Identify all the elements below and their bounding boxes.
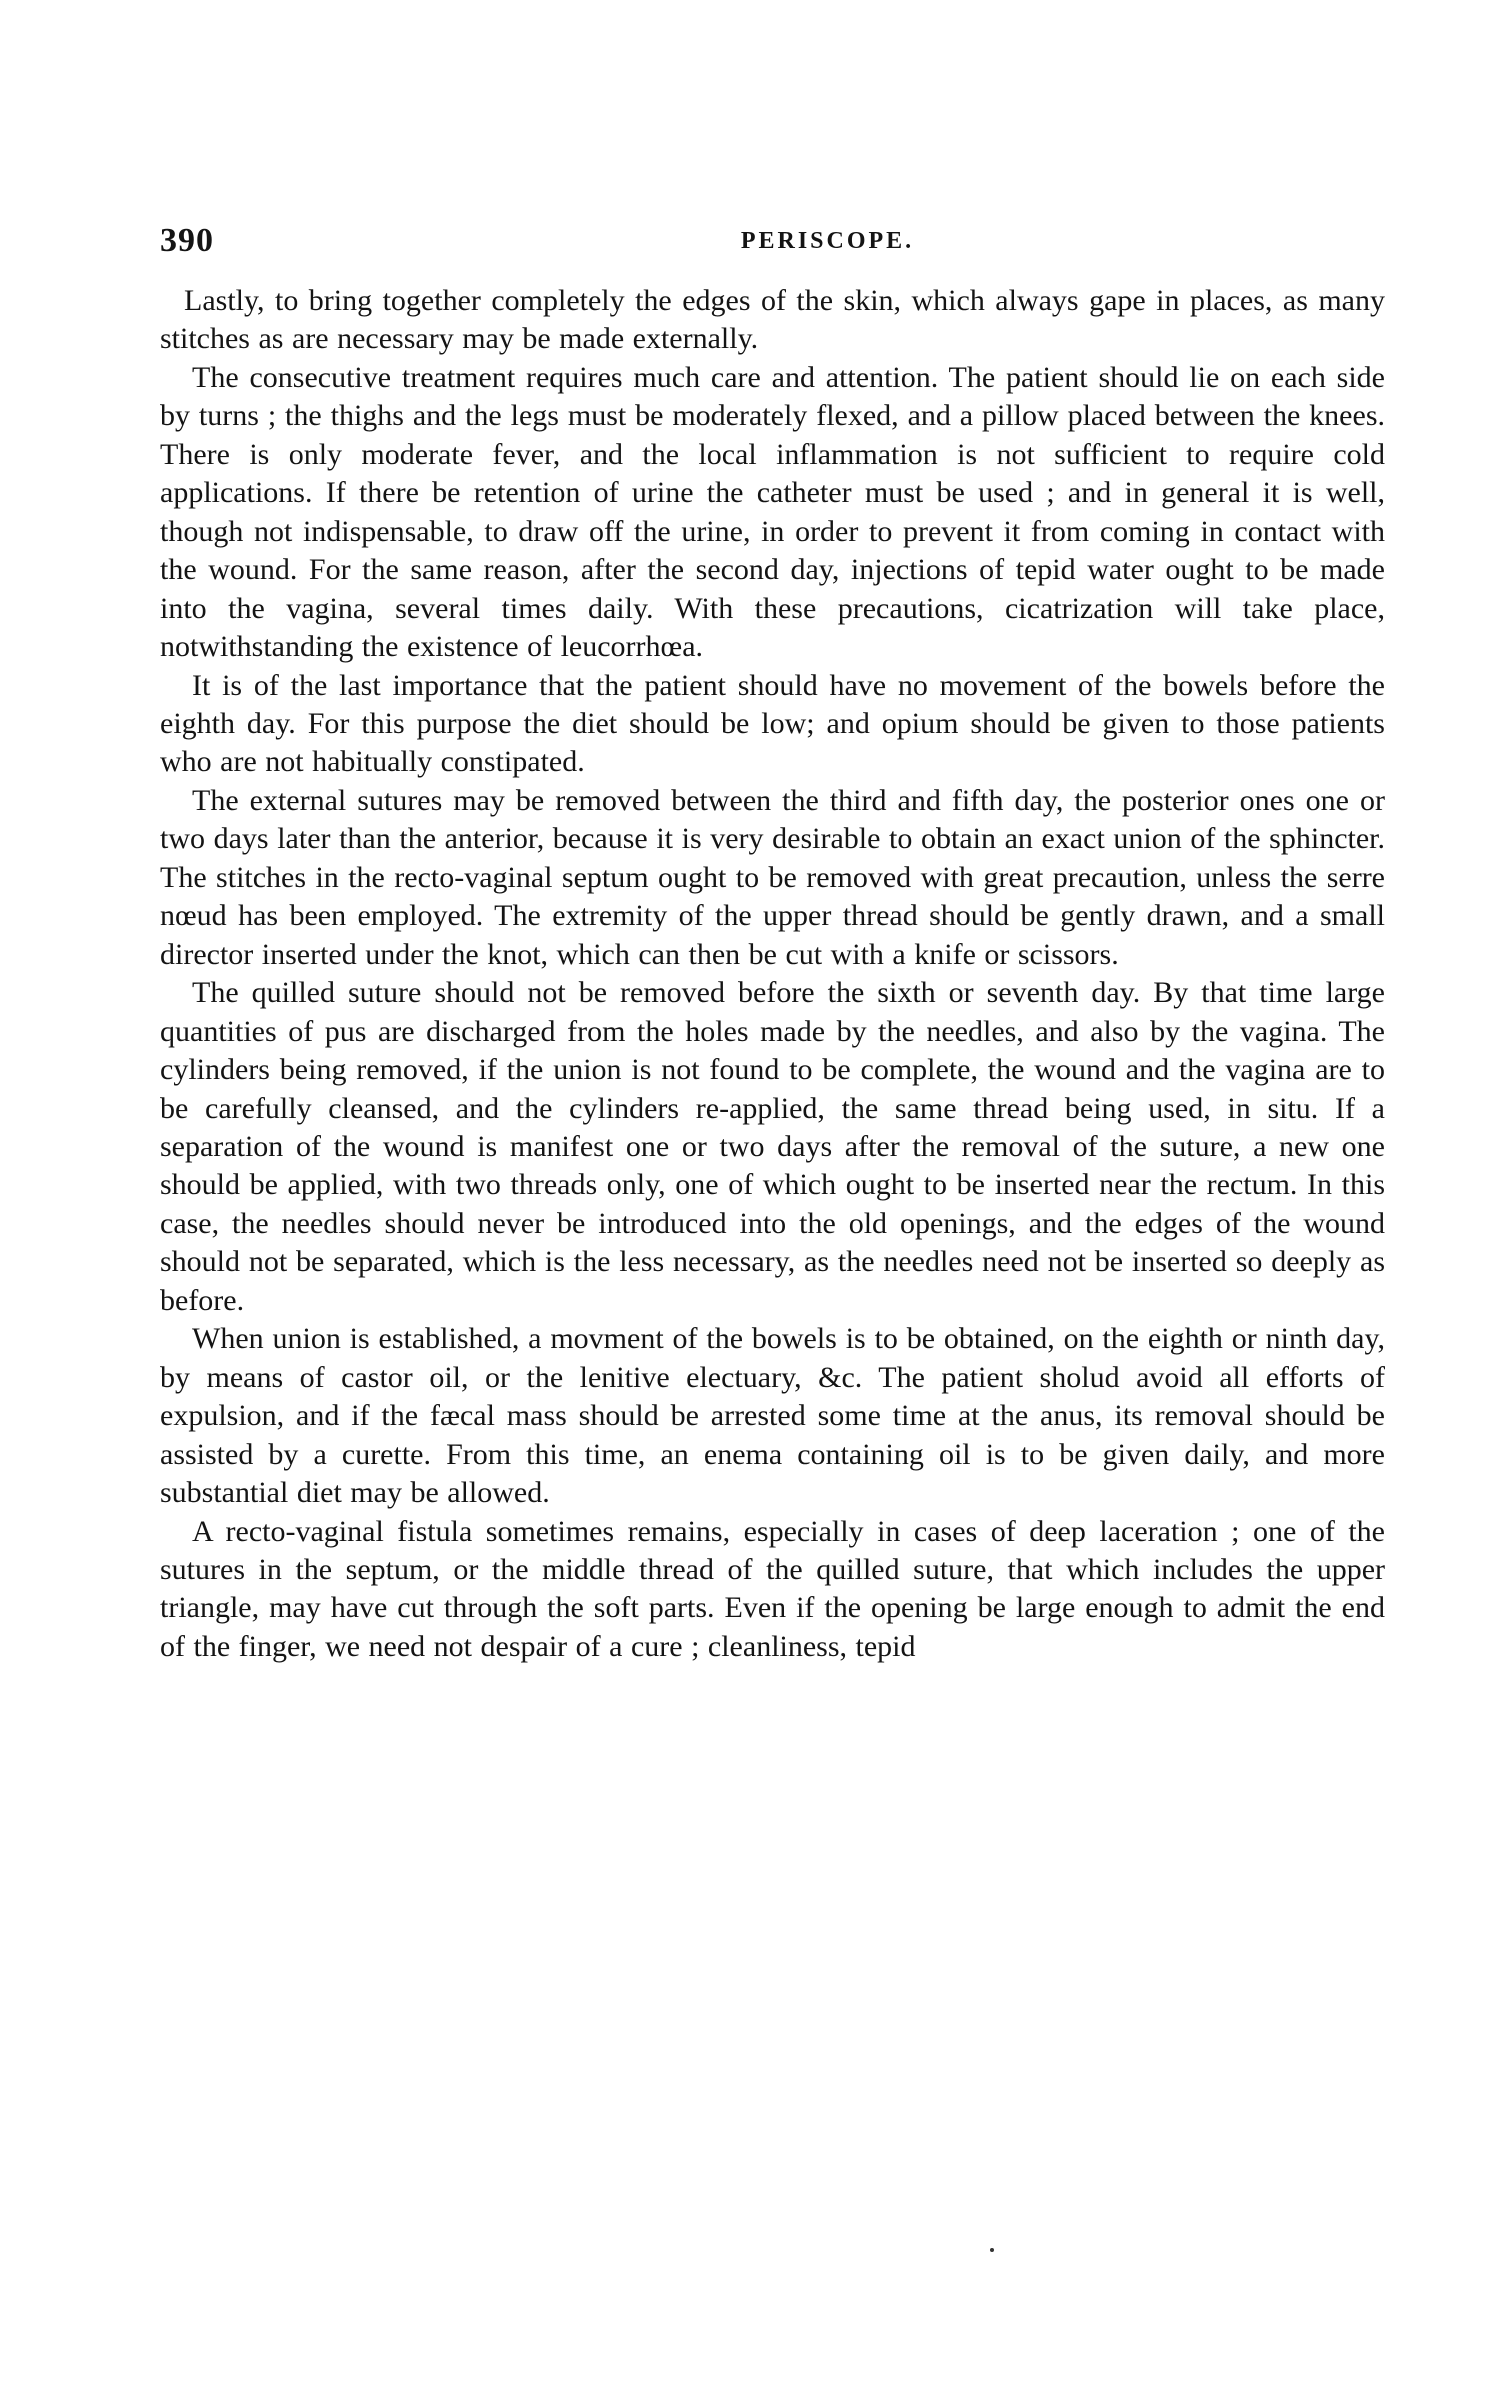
body-text — [160, 282, 1385, 1666]
paragraph-bowel-movement: It is of the last importance that the patient should have no movement of the bowels before the eighth day. For this purpose the diet should be low; and opium should be given to those patients who are not habitually constipated. — [160, 668, 1385, 779]
running-title: PERISCOPE. — [740, 228, 915, 254]
ink-speck — [990, 2248, 994, 2252]
paragraph-closing-sutures: Lastly, to bring together completely the edges of the skin, which always gape in places, as many stitches as are necessary may be made externally. — [160, 284, 1385, 356]
paragraph-union-established: When union is established, a movment of the bowels is to be obtained, on the eighth or ninth day, by means of castor oil, or the lenitive electuary, &c. The patient sholud avoid all efforts of expulsion, and if the fæcal mass should be arrested some time at the anus, its removal should be assisted by a curette. From this time, an enema containing oil is to be given daily, and more substantial diet may be allowed. — [160, 1322, 1385, 1510]
page-number: 390 — [160, 222, 214, 259]
running-head — [160, 222, 1385, 262]
paragraph-consecutive-treatment: The consecutive treatment requires much care and attention. The patient should lie on each side by turns ; the thighs and the legs must be moderately flexed, and a pillow placed between the knees. There is only moderate fever, and the local inflammation is not sufficient to require cold applications. If there be retention of urine the catheter must be used ; and in general it is well, though not indispensable, to draw off the urine, in order to prevent it from coming in contact with the wound. For the same reason, after the second day, injections of tepid water ought to be made into the vagina, several times daily. With these precautions, cicatrization will take place, notwithstanding the existence of leucorrhœa. — [160, 360, 1385, 664]
paragraph-recto-vaginal-fistula: A recto-vaginal fistula sometimes remains, especially in cases of deep laceration ; one of the sutures in the septum, or the middle thread of the quilled suture, that which includes the upper triangle, may have cut through the soft parts. Even if the opening be large enough to admit the end of the finger, we need not despair of a cure ; cleanliness, tepid — [160, 1514, 1385, 1663]
paragraph-quilled-suture: The quilled suture should not be removed before the sixth or seventh day. By that time large quantities of pus are discharged from the holes made by the needles, and also by the vagina. The cylinders being removed, if the union is not found to be complete, the wound and the vagina are to be carefully cleansed, and the cylinders re-applied, the same thread being used, in situ. If a separation of the wound is manifest one or two days after the removal of the suture, a new one should be applied, with two threads only, one of which ought to be inserted near the rectum. In this case, the needles should never be introduced into the old openings, and the edges of the wound should not be separated, which is the less necessary, as the needles need not be inserted so deeply as before. — [160, 976, 1385, 1317]
paragraph-external-sutures: The external sutures may be removed between the third and fifth day, the posterior ones one or two days later than the anterior, because it is very desirable to obtain an exact union of the sphincter. The stitches in the recto-vaginal septum ought to be removed with great precaution, unless the serre nœud has been employed. The extremity of the upper thread should be gently drawn, and a small director inserted under the knot, which can then be cut with a knife or scissors. — [160, 783, 1385, 971]
